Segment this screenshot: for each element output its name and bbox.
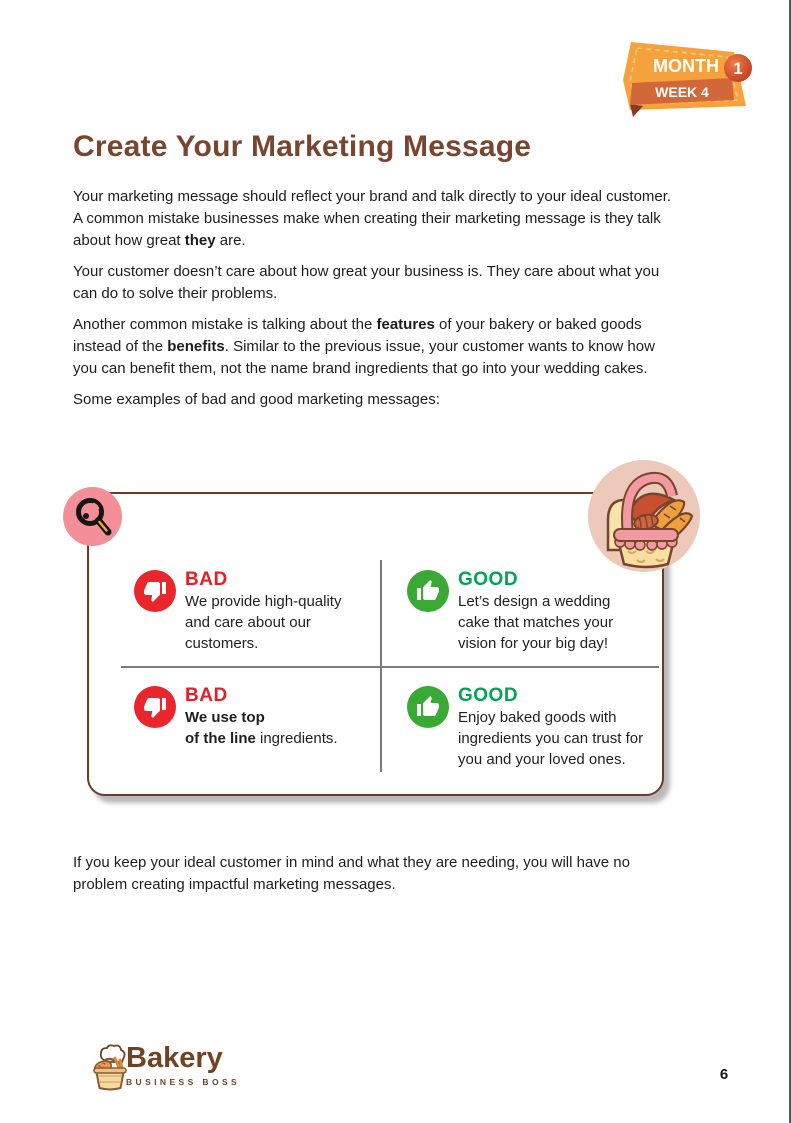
bad-example-2-text bbox=[185, 707, 390, 749]
bad-example-2 bbox=[134, 684, 389, 749]
thumbs-down-icon bbox=[134, 686, 176, 728]
paragraph-3-tail: . Similar to the previous issue, your customer wants to know how you can benefit them, not the name brand ingredients that go into your wedding cakes. bbox=[73, 338, 655, 377]
paragraph-1 bbox=[73, 186, 679, 252]
bad-example-2-bold1: We use top bbox=[185, 709, 265, 726]
bad-example-2-line1 bbox=[185, 707, 390, 728]
page-number: 6 bbox=[719, 1066, 729, 1083]
paragraph-1-tail: are. bbox=[215, 232, 246, 249]
paragraph-1-emphasis: they bbox=[184, 232, 216, 249]
bad-example-1-content bbox=[185, 568, 363, 654]
good-label: GOOD bbox=[458, 685, 519, 706]
paragraph-3-mid: of your bakery or baked goods instead of the bbox=[73, 316, 642, 355]
magnifying-glass-icon bbox=[63, 487, 122, 546]
bad-example-1-text: We provide high-quality and care about our customers. bbox=[185, 593, 342, 652]
bad-label: BAD bbox=[185, 685, 228, 706]
brand-text bbox=[126, 1042, 240, 1092]
month-week-badge bbox=[608, 36, 766, 128]
page-title: Create Your Marketing Message bbox=[73, 130, 532, 163]
bad-example-2-line2 bbox=[185, 728, 390, 749]
paragraph-3 bbox=[73, 314, 679, 380]
month-number: 1 bbox=[733, 59, 743, 78]
closing-paragraph: If you keep your ideal customer in mind and what they are needing, you will have no problem creating impactful marketing messages. bbox=[73, 854, 630, 893]
bad-example-2-content bbox=[185, 684, 390, 749]
week-label: WEEK 4 bbox=[655, 84, 709, 100]
thumbs-up-icon bbox=[407, 686, 449, 728]
good-example-1 bbox=[407, 568, 657, 654]
paragraph-3-emphasis-features: features bbox=[376, 316, 435, 333]
bad-label: BAD bbox=[185, 569, 228, 590]
bakery-business-boss-logo bbox=[88, 1042, 240, 1092]
paragraph-4: Some examples of bad and good marketing messages: bbox=[73, 391, 440, 408]
bad-example-2-rest: ingredients. bbox=[255, 730, 338, 747]
month-label: MONTH bbox=[653, 56, 719, 76]
month-week-badge-icon bbox=[608, 36, 766, 128]
bad-good-comparison-card bbox=[87, 492, 664, 796]
good-example-1-content bbox=[458, 568, 636, 654]
good-example-2-text: Enjoy baked goods with ingredients you can trust for you and your loved ones. bbox=[458, 709, 644, 768]
good-example-2-content bbox=[458, 684, 670, 770]
good-label: GOOD bbox=[458, 569, 519, 590]
bad-example-2-bold2: of the line bbox=[185, 730, 256, 747]
brand-name: Bakery bbox=[126, 1042, 223, 1074]
bad-example-1 bbox=[134, 568, 384, 654]
good-example-1-text: Let’s design a wedding cake that matches your vision for your big day! bbox=[458, 593, 614, 652]
good-example-2 bbox=[407, 684, 662, 770]
body-copy bbox=[73, 186, 679, 420]
thumbs-down-icon bbox=[134, 570, 176, 612]
brand-subtitle: BUSINESS BOSS bbox=[126, 1077, 241, 1087]
bread-basket-icon bbox=[588, 460, 700, 572]
paragraph-3-text: Another common mistake is talking about the bbox=[73, 316, 377, 333]
thumbs-up-icon bbox=[407, 570, 449, 612]
paragraph-3-emphasis-benefits: benefits bbox=[167, 338, 225, 355]
paragraph-1-text: Your marketing message should reflect your brand and talk directly to your ideal customer. A common mistake businesses make when creating their marketing message is they talk about how great bbox=[73, 188, 672, 249]
horizontal-divider bbox=[121, 666, 659, 668]
paragraph-2: Your customer doesn’t care about how great your business is. They care about what you can do to solve their problems. bbox=[73, 263, 660, 302]
